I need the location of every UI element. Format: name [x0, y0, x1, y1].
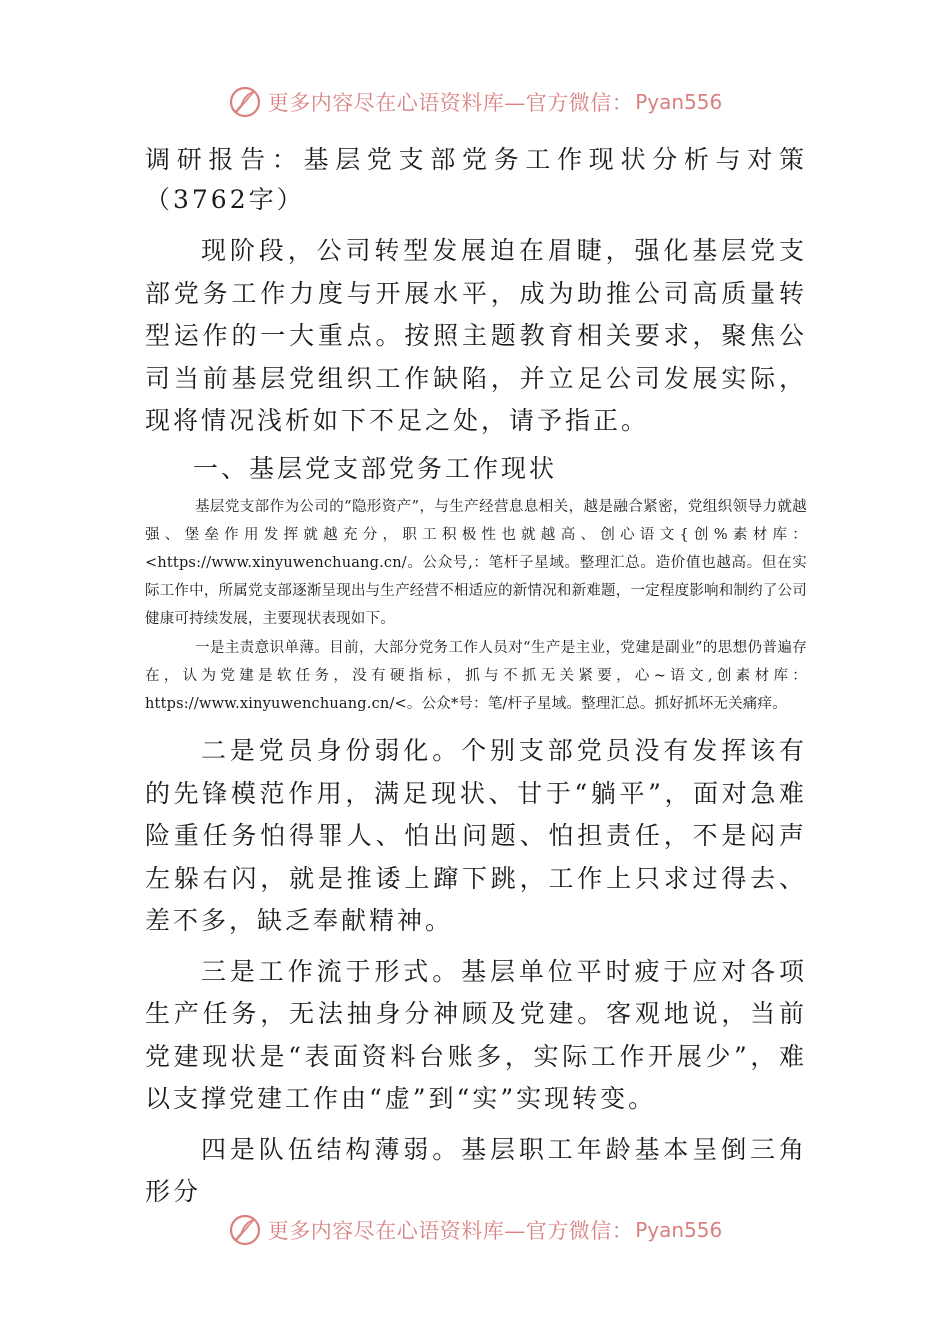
- point-one-paragraph: 一是主责意识单薄。目前，大部分党务工作人员对“生产是主业，党建是副业”的思想仍普遍存在，认为党建是软任务，没有硬指标，抓与不抓无关紧要，心~语文,创素材库：https://www.xinyuwenchuang.cn/<。公众*号：笔/杆子星域。整理汇总。抓好抓坏无关痛痒。: [145, 639, 807, 712]
- section-paragraph: 基层党支部作为公司的“隐形资产”，与生产经营息息相关，越是融合紧密，党组织领导力就越强、堡垒作用发挥就越充分，职工积极性也就越高、创心语文{创%素材库：<https://www.xinyuwenchuang.cn/。公众号,：笔杆子星域。整理汇总。造价值也越高。但在实际工作中，所属党支部逐渐呈现出与生产经营不相适应的新情况和新难题，一定程度影响和制约了公司健康可持续发展，主要现状表现如下。: [145, 498, 807, 628]
- document-body: [145, 140, 807, 1214]
- intro-paragraph: 现阶段，公司转型发展迫在眉睫，强化基层党支部党务工作力度与开展水平，成为助推公司高质量转型运作的一大重点。按照主题教育相关要求，聚焦公司当前基层党组织工作缺陷，并立足公司发展实际，现将情况浅析如下不足之处，请予指正。: [145, 236, 807, 435]
- watermark-wechat-id: Pyan556: [635, 90, 723, 114]
- watermark-wechat-id: Pyan556: [635, 1218, 723, 1242]
- watermark-banner-top: [0, 82, 950, 122]
- point-four-paragraph: 四是队伍结构薄弱。基层职工年龄基本呈倒三角形分: [145, 1134, 807, 1207]
- document-title: 调研报告：基层党支部党务工作现状分析与对策（3762字）: [145, 145, 807, 214]
- quill-logo-icon: [228, 85, 262, 119]
- watermark-text: 更多内容尽在心语资料库—官方微信：: [267, 91, 634, 115]
- watermark-banner-bottom: [0, 1210, 950, 1250]
- watermark-text: 更多内容尽在心语资料库—官方微信：: [267, 1219, 634, 1243]
- quill-logo-icon: [228, 1213, 262, 1247]
- point-two-paragraph: 二是党员身份弱化。个别支部党员没有发挥该有的先锋模范作用，满足现状、甘于“躺平”，面对急难险重任务怕得罪人、怕出问题、怕担责任，不是闷声左躲右闪，就是推诿上蹿下跳，工作上只求过得去、差不多，缺乏奉献精神。: [145, 736, 807, 936]
- point-three-paragraph: 三是工作流于形式。基层单位平时疲于应对各项生产任务，无法抽身分神顾及党建。客观地说，当前党建现状是“表面资料台账多，实际工作开展少”，难以支撑党建工作由“虚”到“实”实现转变。: [145, 956, 807, 1114]
- section-heading: 一、基层党支部党务工作现状: [193, 453, 558, 483]
